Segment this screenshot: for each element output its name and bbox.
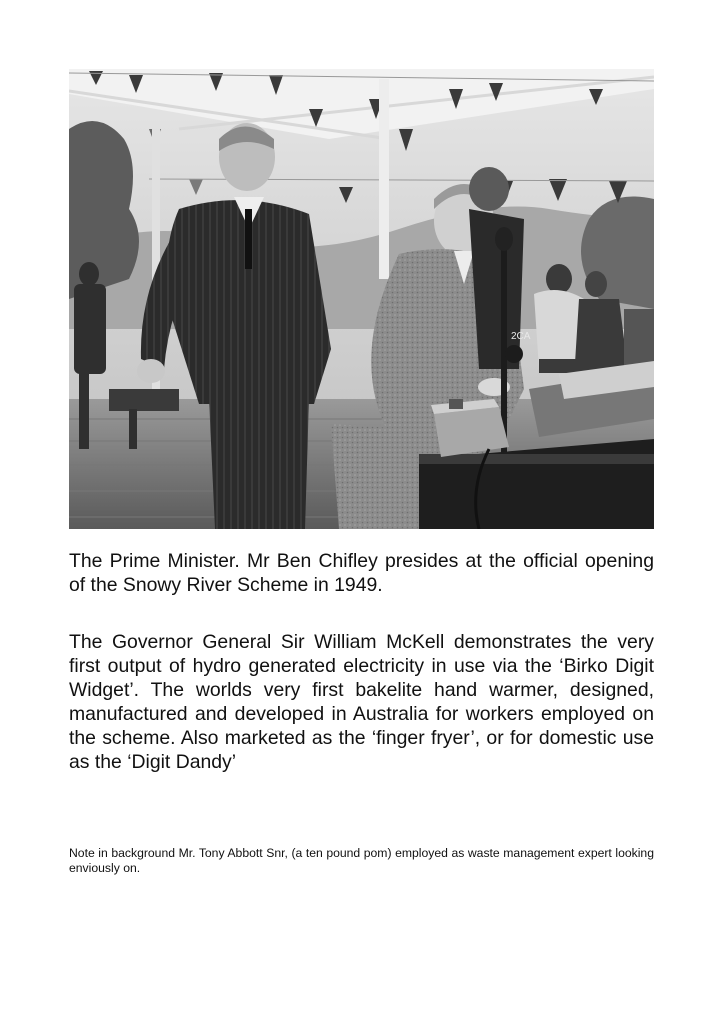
trousers	[209, 399, 309, 529]
photograph-illustration	[69, 69, 654, 529]
caption-paragraph-2: The Governor General Sir William McKell demonstrates the very first output of hydro generated electricity in use via the ‘Birko Digit Widget’. The worlds very first bakelite hand warmer, designed, manufactured and developed in Australia for workers employed on the scheme. Also marketed as the ‘finger fryer’, or for domestic use as the ‘Digit Dandy’	[69, 631, 654, 773]
caption-paragraph-1: The Prime Minister. Mr Ben Chifley presides at the official opening of the Snowy River Scheme in 1949.	[69, 550, 654, 596]
historical-photograph	[69, 69, 654, 529]
device-box	[431, 399, 509, 457]
microphone-logo: 2CA	[511, 331, 531, 342]
post	[379, 79, 389, 279]
footnote: Note in background Mr. Tony Abbott Snr, (a ten pound pom) employed as waste management expert looking enviously on.	[69, 846, 654, 875]
